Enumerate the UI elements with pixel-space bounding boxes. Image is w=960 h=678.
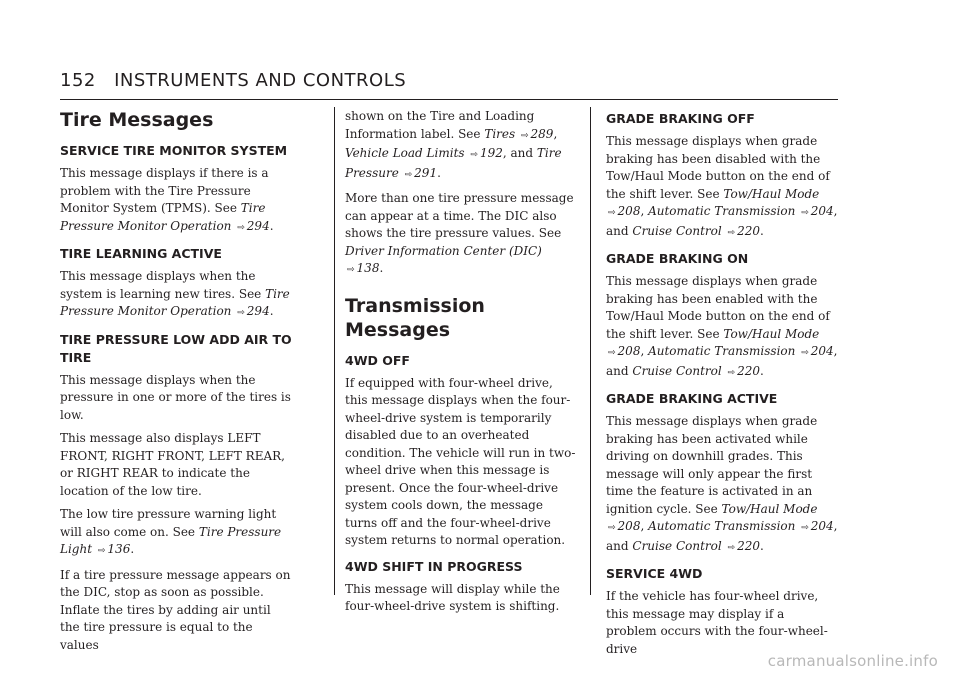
- link-cruise-control[interactable]: Cruise Control ⇨ 220: [632, 223, 760, 238]
- 4wd-off-text: If equipped with four-wheel drive, this message displays when the four-wheel-drive system is temporarily disabled due to an overheated condition. The vehicle will run in two-wheel drive when this message is present. Once the four-wheel-drive system cools down, the message turns off and the four-wheel-drive system returns to normal operation.: [345, 375, 576, 547]
- column-1: [60, 108, 292, 660]
- column-divider-2: [590, 107, 591, 595]
- transmission-messages-title: Transmission Messages: [345, 294, 485, 341]
- column-2: [345, 108, 577, 622]
- tire-low-heading: TIRE PRESSURE LOW ADD AIR TO TIRE: [60, 331, 292, 365]
- link-tow-haul-mode[interactable]: Tow/Haul Mode ⇨ 208: [608, 186, 820, 218]
- page-number: 152: [60, 70, 96, 91]
- tire-low-text-2: This message also displays LEFT FRONT, RIGHT FRONT, LEFT REAR, or RIGHT REAR to indicate the location of the low tire.: [60, 431, 285, 498]
- tire-low-text-1: This message displays when the pressure in one or more of the tires is low.: [60, 372, 291, 422]
- grade-braking-off-text: This message displays when grade braking has been disabled with the Tow/Haul Mode button on the end of the shift lever. See Tow/Haul Mode ⇨ 208, Automatic Transmission ⇨ 204, and Cruise Control ⇨ 220.: [606, 134, 838, 238]
- tire-messages-title: Tire Messages: [60, 109, 214, 131]
- grade-braking-active-text: This message displays when grade braking has been activated while driving on downhill grades. This message will only appear the first time the feature is activated in an ignition cycle. See Tow/Haul Mode ⇨ 208, Automatic Transmission ⇨ 204, and Cruise Control ⇨ 220.: [606, 414, 838, 553]
- page-ref-icon: ⇨: [608, 208, 616, 218]
- grade-braking-on-text: This message displays when grade braking has been enabled with the Tow/Haul Mode button on the end of the shift lever. See Tow/Haul Mode ⇨ 208, Automatic Transmission ⇨ 204, and Cruise Control ⇨ 220.: [606, 274, 838, 378]
- link-automatic-transmission[interactable]: Automatic Transmission ⇨ 204: [648, 204, 834, 218]
- link-tow-haul-mode-2[interactable]: Tow/Haul Mode ⇨ 208: [608, 326, 820, 358]
- page-ref-icon: ⇨: [727, 367, 736, 378]
- service-4wd-heading: SERVICE 4WD: [606, 566, 703, 581]
- page-ref-icon: ⇨: [237, 222, 245, 233]
- page-ref-icon: ⇨: [237, 308, 245, 318]
- link-dic[interactable]: Driver Information Center (DIC) ⇨ 138: [345, 243, 542, 275]
- page-ref-icon: ⇨: [470, 150, 478, 160]
- 4wd-off-heading: 4WD OFF: [345, 352, 410, 368]
- service-4wd-text: If the vehicle has four-wheel drive, this message may display if a problem occurs with the four-wheel-drive: [606, 589, 828, 656]
- link-tpms-operation[interactable]: Tire Pressure Monitor Operation ⇨ 294: [60, 201, 270, 233]
- link-tpms-operation-2[interactable]: Tire Pressure Monitor Operation ⇨ 294: [60, 286, 290, 318]
- link-cruise-control-2[interactable]: Cruise Control ⇨ 220: [632, 363, 760, 378]
- tire-learning-heading: TIRE LEARNING ACTIVE: [60, 246, 222, 261]
- grade-braking-on-heading: GRADE BRAKING ON: [606, 251, 749, 266]
- service-tpms-text: This message displays if there is a problem with the Tire Pressure Monitor System (TPMS). See Tire Pressure Monitor Operation ⇨ 294.: [60, 166, 274, 233]
- link-tire-pressure[interactable]: Tire Pressure ⇨ 291: [345, 146, 562, 180]
- link-tires[interactable]: Tires ⇨ 289: [484, 126, 554, 141]
- page-ref-icon: ⇨: [404, 169, 413, 180]
- page-header: [60, 70, 406, 91]
- link-automatic-transmission-2[interactable]: Automatic Transmission ⇨ 204: [648, 344, 834, 358]
- page-ref-icon: ⇨: [347, 265, 355, 275]
- tire-values-text: shown on the Tire and Loading Information label. See Tires ⇨ 289, Vehicle Load Limits ⇨ 192, and Tire Pressure ⇨ 291.: [345, 109, 562, 180]
- section-title: INSTRUMENTS AND CONTROLS: [114, 70, 407, 91]
- watermark: carmanualsonline.info: [767, 652, 938, 670]
- tire-low-text-4: If a tire pressure message appears on the DIC, stop as soon as possible. Inflate the tires by adding air until the tire pressure is equal to the values: [60, 567, 291, 652]
- tire-low-text-3: The low tire pressure warning light will also come on. See Tire Pressure Light ⇨ 136.: [60, 507, 282, 556]
- tire-learning-text: This message displays when the system is learning new tires. See Tire Pressure Monitor Operation ⇨ 294.: [60, 269, 290, 318]
- 4wd-shift-text: This message will display while the four-wheel-drive system is shifting.: [345, 581, 560, 613]
- 4wd-shift-heading: 4WD SHIFT IN PROGRESS: [345, 558, 523, 574]
- link-tire-pressure-light[interactable]: Tire Pressure Light ⇨ 136: [60, 524, 282, 556]
- grade-braking-active-heading: GRADE BRAKING ACTIVE: [606, 391, 778, 406]
- page-ref-icon: ⇨: [727, 227, 736, 238]
- link-cruise-control-3[interactable]: Cruise Control ⇨ 220: [632, 538, 760, 553]
- page-ref-icon: ⇨: [727, 542, 736, 553]
- page-ref-icon: ⇨: [608, 523, 616, 533]
- service-tpms-heading: SERVICE TIRE MONITOR SYSTEM: [60, 143, 288, 158]
- page-ref-icon: ⇨: [801, 208, 809, 218]
- column-divider-1: [334, 107, 335, 595]
- multiple-messages-text: More than one tire pressure message can appear at a time. The DIC also shows the tire pressure values. See Driver Information Center (DIC) ⇨ 138.: [345, 191, 574, 275]
- link-automatic-transmission-3[interactable]: Automatic Transmission ⇨ 204: [648, 519, 834, 533]
- header-rule: [60, 99, 838, 100]
- page-ref-icon: ⇨: [97, 546, 106, 556]
- page-ref-icon: ⇨: [520, 130, 529, 141]
- page-ref-icon: ⇨: [801, 523, 809, 533]
- column-3: [606, 108, 838, 664]
- page-ref-icon: ⇨: [801, 348, 809, 358]
- link-tow-haul-mode-3[interactable]: Tow/Haul Mode ⇨ 208: [608, 501, 818, 533]
- grade-braking-off-heading: GRADE BRAKING OFF: [606, 111, 755, 126]
- link-vehicle-load-limits[interactable]: Vehicle Load Limits ⇨ 192: [345, 146, 503, 160]
- page-ref-icon: ⇨: [608, 348, 616, 358]
